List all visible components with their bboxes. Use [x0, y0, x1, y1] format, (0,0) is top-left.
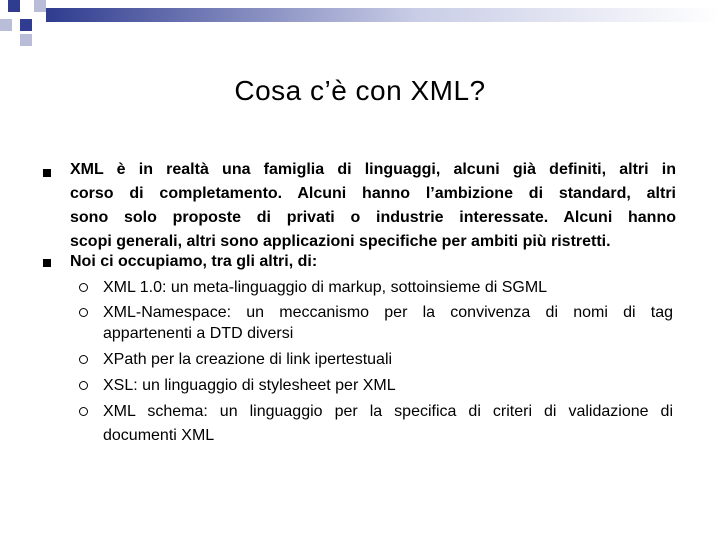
circle-bullet-icon: [79, 407, 88, 416]
bullet1-line: XML è in realtà una famiglia di linguaggi, alcuni già definiti, altri in: [70, 161, 676, 178]
bullet-square-icon: [43, 259, 51, 267]
sub-item-line: XML schema: un linguaggio per la specifica di criteri di validazione di: [103, 403, 673, 420]
bullet1-line: sono solo proposte di privati o industrie interessate. Alcuni hanno: [70, 209, 676, 226]
sub-item-line: XSL: un linguaggio di stylesheet per XML: [103, 377, 396, 394]
sub-item-line: appartenenti a DTD diversi: [103, 325, 294, 342]
bullet1-line: scopi generali, altri sono applicazioni specifiche per ambiti più ristretti.: [70, 233, 611, 250]
circle-bullet-icon: [79, 283, 88, 292]
bullet2-text: Noi ci occupiamo, tra gli altri, di:: [70, 253, 318, 270]
bullet1-line: corso di completamento. Alcuni hanno l’ambizione di standard, altri: [70, 185, 676, 202]
sub-item-line: documenti XML: [103, 427, 215, 444]
bullet-square-icon: [43, 169, 51, 177]
slide-title: Cosa c’è con XML?: [234, 75, 486, 106]
sub-item-line: XML-Namespace: un meccanismo per la convivenza di nomi di tag: [103, 304, 673, 321]
sub-item-line: XML 1.0: un meta-linguaggio di markup, sottoinsieme di SGML: [103, 279, 548, 296]
circle-bullet-icon: [79, 355, 88, 364]
circle-bullet-icon: [79, 308, 88, 317]
sub-item-line: XPath per la creazione di link ipertestuali: [103, 351, 393, 368]
circle-bullet-icon: [79, 381, 88, 390]
